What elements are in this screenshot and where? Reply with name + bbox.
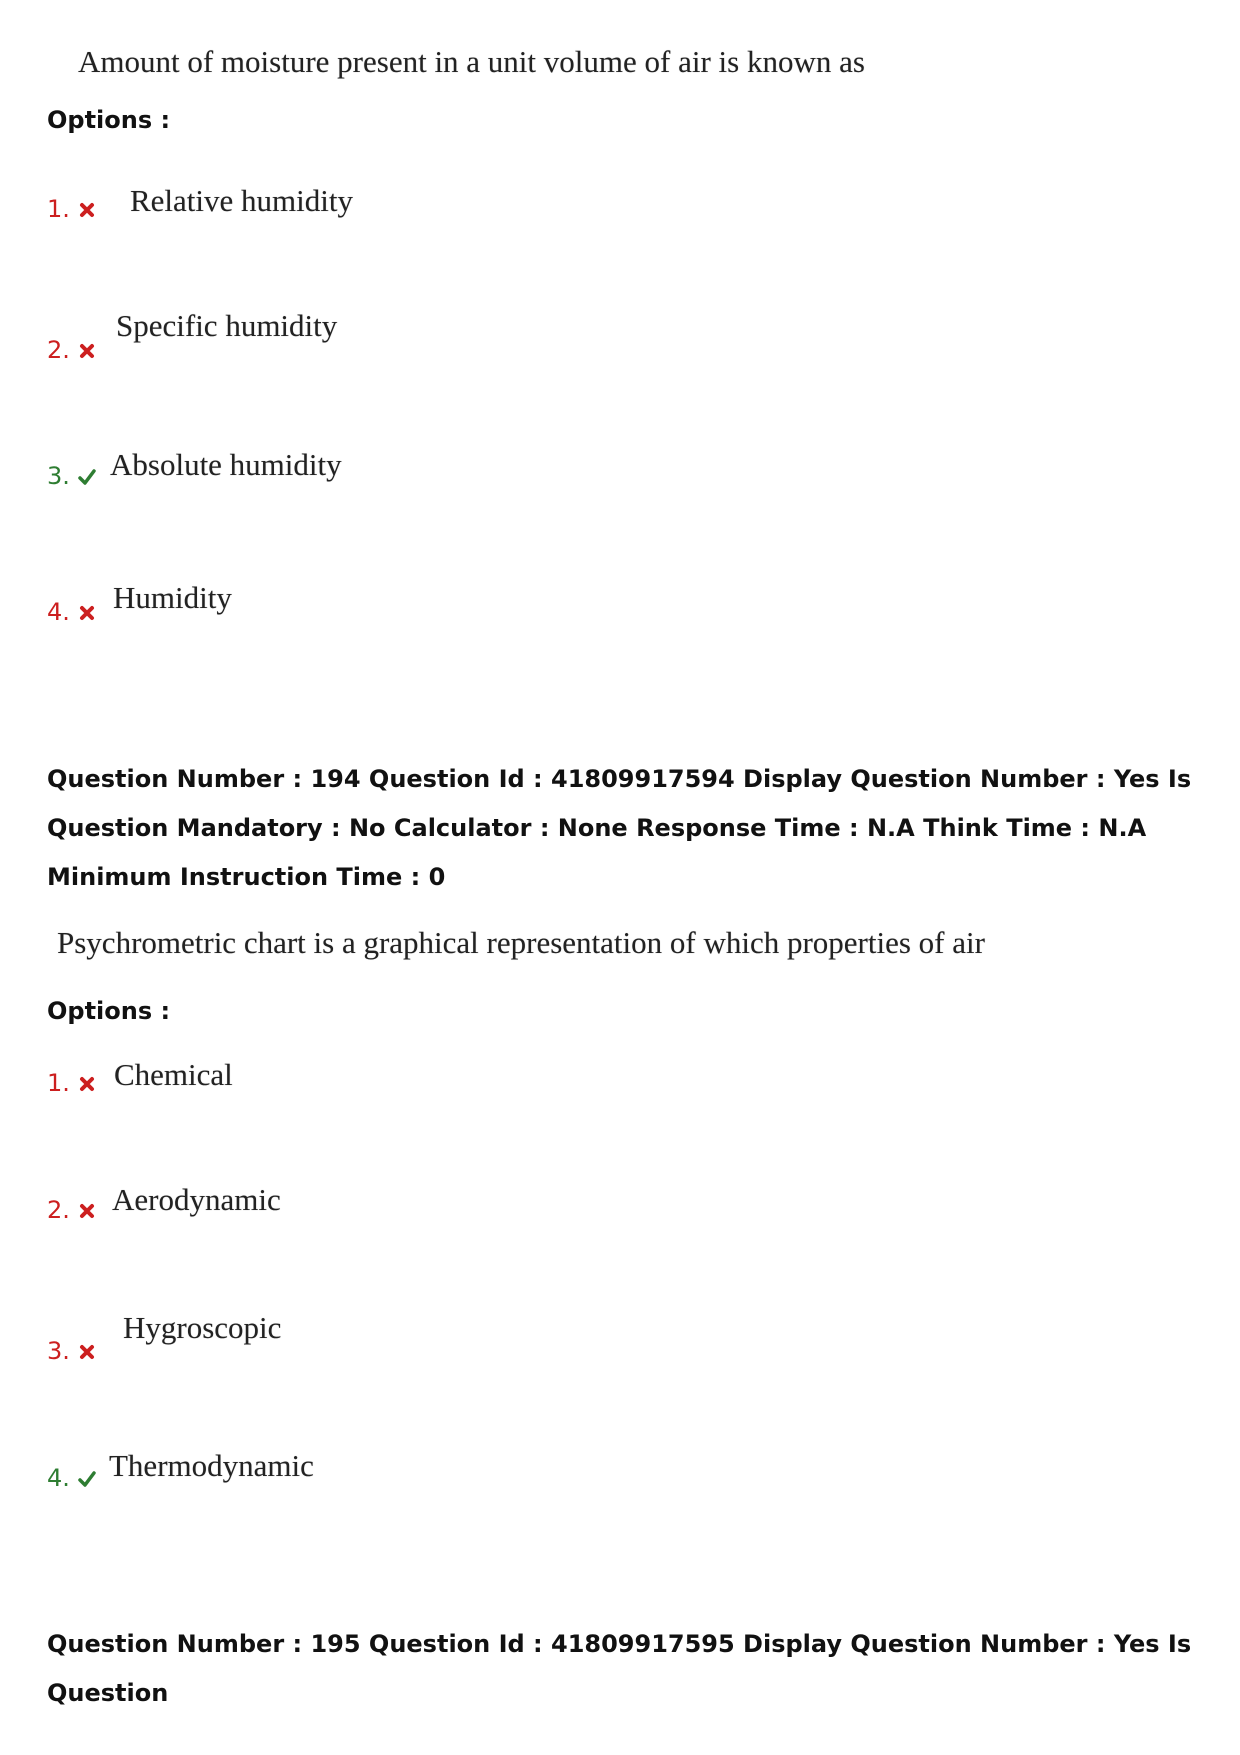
cross-icon <box>78 1343 96 1361</box>
cross-icon <box>78 1202 96 1220</box>
option-text: Chemical <box>114 1057 233 1092</box>
option-number <box>47 336 96 364</box>
question-text: Psychrometric chart is a graphical representation of which properties of air <box>57 925 985 960</box>
option-number <box>47 598 96 626</box>
option-number-label: 1. <box>47 1069 70 1097</box>
cross-icon <box>78 1075 96 1093</box>
option-text: Thermodynamic <box>109 1448 314 1483</box>
options-heading: Options : <box>47 997 171 1025</box>
option-number-label: 2. <box>47 1196 70 1224</box>
option-number <box>47 1196 96 1224</box>
option-text: Absolute humidity <box>110 447 342 482</box>
option-number-label: 1. <box>47 195 70 223</box>
option-number-label: 2. <box>47 336 70 364</box>
cross-icon <box>78 201 96 219</box>
option-text: Specific humidity <box>116 308 338 343</box>
option-number <box>47 462 96 490</box>
option-number <box>47 1069 96 1097</box>
check-icon <box>78 1470 96 1488</box>
question-text: Amount of moisture present in a unit volume of air is known as <box>78 44 865 79</box>
option-text: Aerodynamic <box>112 1182 281 1217</box>
option-text: Relative humidity <box>130 183 353 218</box>
cross-icon <box>78 604 96 622</box>
option-number <box>47 195 96 223</box>
cross-icon <box>78 342 96 360</box>
option-number-label: 4. <box>47 598 70 626</box>
question-meta: Question Number : 195 Question Id : 41809917595 Display Question Number : Yes Is Question <box>47 1630 1192 1707</box>
question-meta: Question Number : 194 Question Id : 41809917594 Display Question Number : Yes Is Question Mandatory : No Calculator : None Response Time : N.A Think Time : N.A Minimum Instruction Time : 0 <box>47 765 1192 891</box>
option-text: Hygroscopic <box>123 1310 282 1345</box>
check-icon <box>78 468 96 486</box>
option-number-label: 3. <box>47 1337 70 1365</box>
option-text: Humidity <box>113 580 232 615</box>
option-number-label: 4. <box>47 1464 70 1492</box>
option-number <box>47 1464 96 1492</box>
options-heading: Options : <box>47 106 171 134</box>
option-number <box>47 1337 96 1365</box>
option-number-label: 3. <box>47 462 70 490</box>
